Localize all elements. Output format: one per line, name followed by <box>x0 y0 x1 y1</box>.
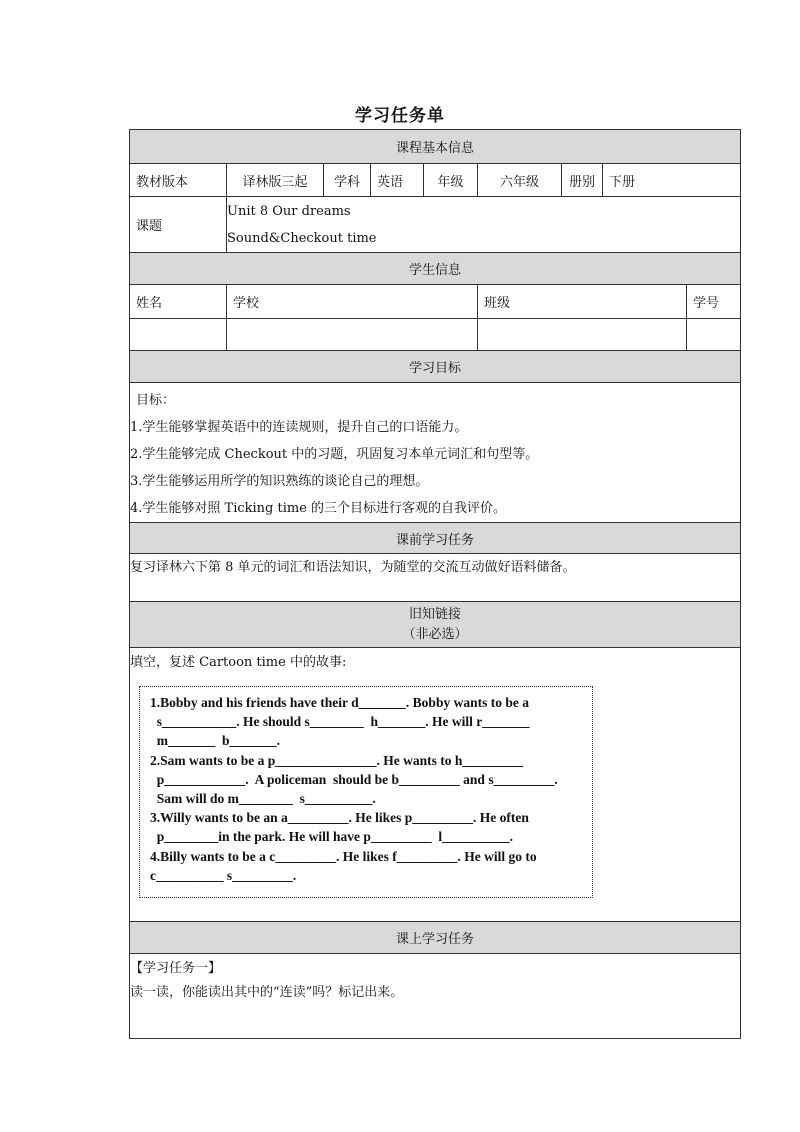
class-field[interactable] <box>478 319 687 351</box>
school-field[interactable] <box>227 319 478 351</box>
volume-value: 下册 <box>603 164 741 197</box>
textbook-value: 译林版三起 <box>227 164 324 197</box>
goal-item: 1.学生能够掌握英语中的连读规则，提升自己的口语能力。 <box>130 420 468 435</box>
goals-heading: 目标： <box>136 393 176 408</box>
fill-in-line: c__________ s_________. <box>150 867 297 883</box>
class-label: 班级 <box>478 285 687 319</box>
old-knowledge-content <box>130 648 741 922</box>
fill-in-line: p________in the park. He will have p_________ l__________. <box>150 829 514 845</box>
topic-line-1: Unit 8 Our dreams <box>227 203 351 219</box>
student-id-field[interactable] <box>687 319 741 351</box>
cartoon-fill-in-box <box>139 686 593 898</box>
optional-note: （非必选） <box>402 626 468 642</box>
student-info-header: 学生信息 <box>130 253 741 285</box>
old-knowledge-title: 旧知链接 <box>409 606 462 622</box>
topic-value <box>227 197 741 253</box>
topic-line-2: Sound&Checkout time <box>227 230 377 246</box>
name-label: 姓名 <box>130 285 227 319</box>
goals-content <box>130 383 741 523</box>
fill-in-line: p____________. A policeman should be b_________ and s_________. <box>150 771 558 787</box>
fill-in-line: 2.Sam wants to be a p_______________. He wants to h_________ <box>150 752 524 768</box>
fill-in-line: 4.Billy wants to be a c_________. He likes f_________. He will go to <box>150 848 537 864</box>
pre-class-content: 复习译林六下第 8 单元的词汇和语法知识，为随堂的交流互动做好语料储备。 <box>130 554 741 602</box>
fill-in-line: Sam will do m________ s__________. <box>150 791 376 807</box>
fill-in-line: s___________. He should s________ h_______. He will r_______ <box>150 714 530 730</box>
volume-label: 册别 <box>562 164 603 197</box>
goal-item: 2.学生能够完成 Checkout 中的习题，巩固复习本单元词汇和句型等。 <box>130 447 539 462</box>
subject-value: 英语 <box>371 164 424 197</box>
textbook-label: 教材版本 <box>130 164 227 197</box>
old-knowledge-header <box>130 602 741 648</box>
grade-value: 六年级 <box>478 164 562 197</box>
fill-in-line: 1.Bobby and his friends have their d_______. Bobby wants to be a <box>150 695 529 710</box>
topic-label: 课题 <box>130 197 227 253</box>
goal-item: 4.学生能够对照 Ticking time 的三个目标进行客观的自我评价。 <box>130 501 507 516</box>
grade-label: 年级 <box>424 164 478 197</box>
in-class-content <box>130 954 741 1039</box>
fill-in-line: m_______ b_______. <box>150 733 281 749</box>
fill-in-line: 3.Willy wants to be an a_________. He likes p_________. He often <box>150 810 529 826</box>
task-sheet-table <box>129 129 741 1039</box>
task-one-text: 读一读，你能读出其中的“连读”吗？标记出来。 <box>130 985 404 1000</box>
page-title: 学习任务单 <box>355 106 445 126</box>
fill-in-instruction: 填空，复述 Cartoon time 中的故事: <box>130 655 347 670</box>
course-info-header: 课程基本信息 <box>130 130 741 164</box>
subject-label: 学科 <box>324 164 371 197</box>
task-one-title: 【学习任务一】 <box>130 961 222 976</box>
school-label: 学校 <box>227 285 478 319</box>
in-class-header: 课上学习任务 <box>130 922 741 954</box>
name-field[interactable] <box>130 319 227 351</box>
pre-class-header: 课前学习任务 <box>130 523 741 554</box>
goals-header: 学习目标 <box>130 351 741 383</box>
student-id-label: 学号 <box>687 285 741 319</box>
goal-item: 3.学生能够运用所学的知识熟练的谈论自己的理想。 <box>130 474 429 489</box>
